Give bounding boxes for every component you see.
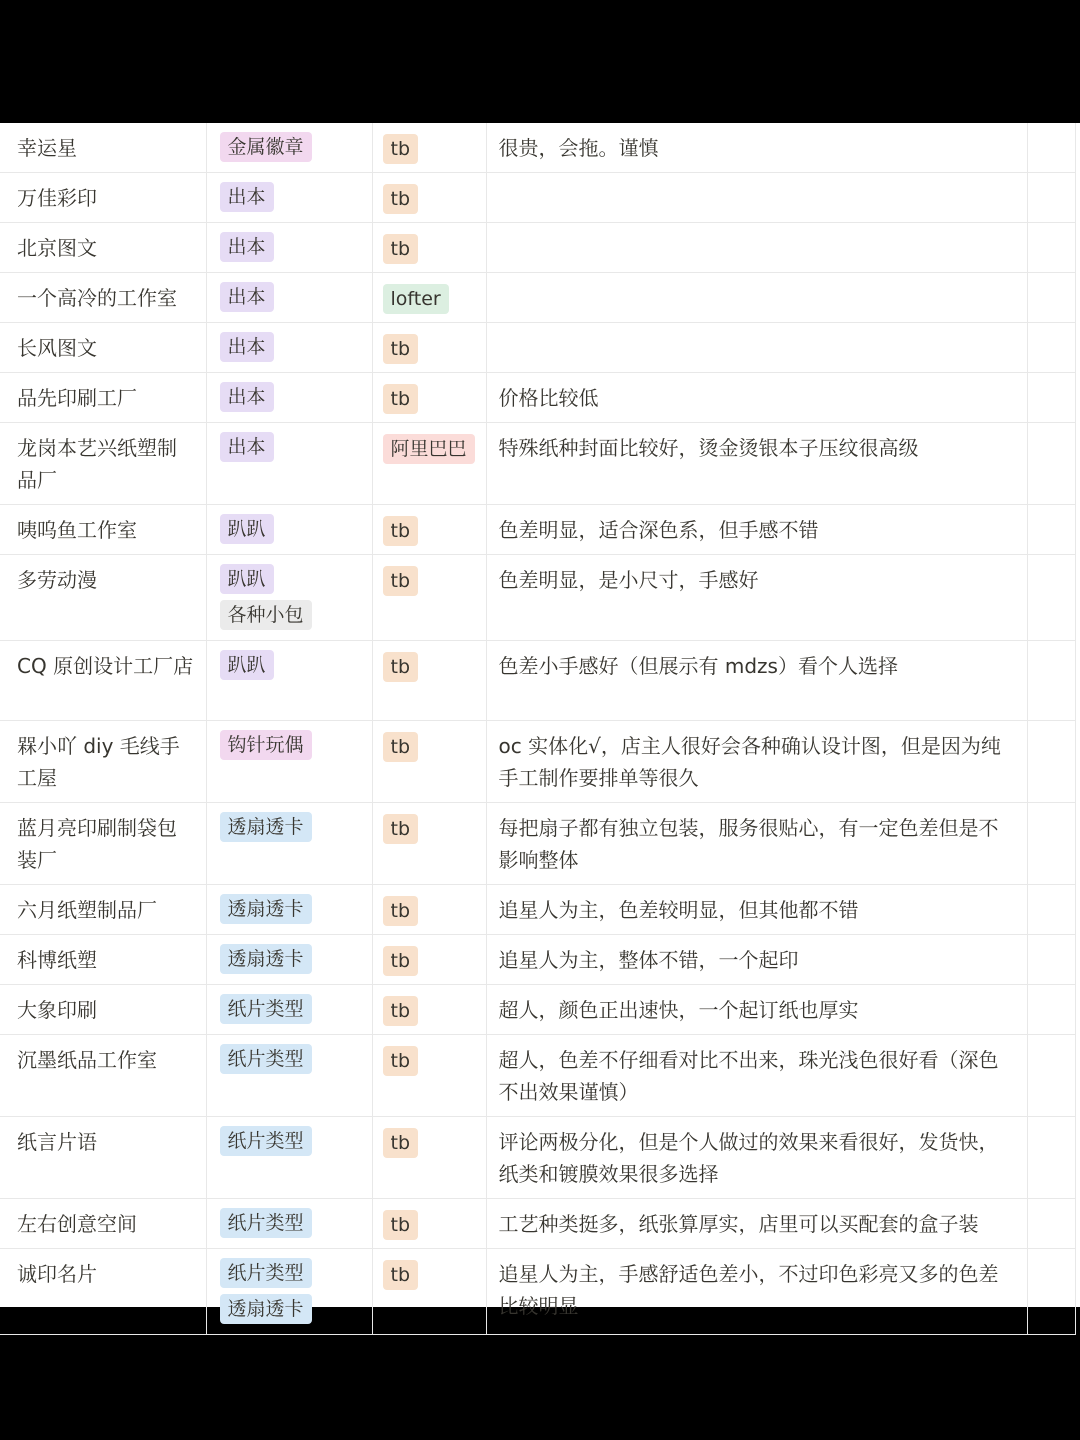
vendor-table	[0, 123, 1076, 1335]
channel-cell[interactable]	[372, 985, 486, 1035]
vendor-name-cell[interactable]	[0, 505, 206, 555]
product-type-cell[interactable]	[206, 985, 372, 1035]
product-type-cell[interactable]	[206, 1035, 372, 1117]
product-type-tag: 纸片类型	[220, 994, 312, 1024]
channel-cell[interactable]	[372, 803, 486, 885]
product-type-tag: 透扇透卡	[220, 894, 312, 924]
channel-cell[interactable]	[372, 555, 486, 641]
channel-tag: tb	[383, 1046, 419, 1076]
vendor-table-body	[0, 123, 1075, 1335]
empty-cell[interactable]	[1027, 373, 1075, 423]
note-cell[interactable]	[486, 273, 1027, 323]
vendor-name-cell[interactable]	[0, 373, 206, 423]
channel-tag: lofter	[383, 284, 449, 314]
table-row[interactable]	[0, 803, 1075, 885]
note-cell[interactable]	[486, 935, 1027, 985]
product-type-tag: 趴趴	[220, 514, 274, 544]
channel-cell[interactable]	[372, 935, 486, 985]
note-text: 色差小手感好（但展示有 mdzs）看个人选择	[498, 654, 898, 678]
table-row[interactable]	[0, 123, 1075, 173]
vendor-name-cell[interactable]	[0, 1199, 206, 1249]
vendor-name: 万佳彩印	[17, 186, 97, 210]
channel-tag: tb	[383, 1260, 419, 1290]
channel-cell[interactable]	[372, 1035, 486, 1117]
vendor-name-cell[interactable]	[0, 1249, 206, 1335]
empty-cell[interactable]	[1027, 935, 1075, 985]
note-cell[interactable]	[486, 1117, 1027, 1199]
vendor-name: 槑小吖 diy 毛线手工屋	[17, 734, 180, 790]
vendor-name-cell[interactable]	[0, 935, 206, 985]
note-text: 价格比较低	[498, 386, 599, 410]
product-type-cell[interactable]	[206, 323, 372, 373]
vendor-name: 北京图文	[17, 236, 97, 260]
vendor-name-cell[interactable]	[0, 123, 206, 173]
vendor-name: 诚印名片	[17, 1262, 97, 1286]
channel-tag: tb	[383, 946, 419, 976]
table-row[interactable]	[0, 721, 1075, 803]
vendor-table-sheet	[0, 123, 1080, 1320]
empty-cell[interactable]	[1027, 223, 1075, 273]
vendor-name-cell[interactable]	[0, 641, 206, 721]
vendor-name-cell[interactable]	[0, 423, 206, 505]
product-type-cell[interactable]	[206, 1249, 372, 1335]
table-row[interactable]	[0, 505, 1075, 555]
note-text: 特殊纸种封面比较好，烫金烫银本子压纹很高级	[498, 436, 919, 460]
channel-tag: tb	[383, 334, 419, 364]
vendor-name-cell[interactable]	[0, 721, 206, 803]
vendor-name-cell[interactable]	[0, 985, 206, 1035]
product-type-tag: 钩针玩偶	[220, 730, 312, 760]
vendor-name: 左右创意空间	[17, 1212, 137, 1236]
product-type-tag: 各种小包	[220, 600, 312, 630]
product-type-cell[interactable]	[206, 803, 372, 885]
vendor-name-cell[interactable]	[0, 223, 206, 273]
table-row[interactable]	[0, 555, 1075, 641]
empty-cell[interactable]	[1027, 985, 1075, 1035]
product-type-cell[interactable]	[206, 1117, 372, 1199]
note-text: 超人，颜色正出速快，一个起订纸也厚实	[498, 998, 859, 1022]
vendor-name-cell[interactable]	[0, 1035, 206, 1117]
product-type-cell[interactable]	[206, 505, 372, 555]
product-type-tag: 透扇透卡	[220, 1294, 312, 1324]
note-cell[interactable]	[486, 803, 1027, 885]
note-text: 追星人为主，手感舒适色差小，不过印色彩亮又多的色差比较明显	[498, 1262, 999, 1318]
table-row[interactable]	[0, 935, 1075, 985]
channel-cell[interactable]	[372, 505, 486, 555]
product-type-cell[interactable]	[206, 273, 372, 323]
note-text: 工艺种类挺多，纸张算厚实，店里可以买配套的盒子装	[498, 1212, 979, 1236]
table-row[interactable]	[0, 173, 1075, 223]
product-type-tag: 出本	[220, 332, 274, 362]
note-text: oc 实体化√，店主人很好会各种确认设计图，但是因为纯手工制作要排单等很久	[498, 734, 1001, 790]
channel-cell[interactable]	[372, 273, 486, 323]
channel-cell[interactable]	[372, 123, 486, 173]
channel-tag: tb	[383, 996, 419, 1026]
product-type-tag: 纸片类型	[220, 1258, 312, 1288]
note-text: 每把扇子都有独立包装，服务很贴心，有一定色差但是不影响整体	[498, 816, 999, 872]
product-type-tag: 透扇透卡	[220, 944, 312, 974]
empty-cell[interactable]	[1027, 173, 1075, 223]
empty-cell[interactable]	[1027, 1199, 1075, 1249]
product-type-cell[interactable]	[206, 423, 372, 505]
note-cell[interactable]	[486, 373, 1027, 423]
product-type-cell[interactable]	[206, 373, 372, 423]
vendor-name: 一个高冷的工作室	[17, 286, 177, 310]
channel-tag: tb	[383, 184, 419, 214]
product-type-cell[interactable]	[206, 641, 372, 721]
table-row[interactable]	[0, 223, 1075, 273]
channel-tag: 阿里巴巴	[383, 434, 475, 464]
note-cell[interactable]	[486, 323, 1027, 373]
channel-tag: tb	[383, 516, 419, 546]
product-type-tag: 出本	[220, 382, 274, 412]
vendor-name-cell[interactable]	[0, 173, 206, 223]
channel-tag: tb	[383, 652, 419, 682]
product-type-tag: 出本	[220, 432, 274, 462]
empty-cell[interactable]	[1027, 423, 1075, 505]
product-type-cell[interactable]	[206, 555, 372, 641]
vendor-name: 纸言片语	[17, 1130, 97, 1154]
vendor-name: 科博纸塑	[17, 948, 97, 972]
table-row[interactable]	[0, 273, 1075, 323]
product-type-tag: 纸片类型	[220, 1126, 312, 1156]
vendor-name: 多劳动漫	[17, 568, 97, 592]
table-row[interactable]	[0, 641, 1075, 721]
vendor-name: 六月纸塑制品厂	[17, 898, 157, 922]
product-type-cell[interactable]	[206, 173, 372, 223]
channel-cell[interactable]	[372, 885, 486, 935]
product-type-tag: 纸片类型	[220, 1044, 312, 1074]
product-type-tag: 出本	[220, 182, 274, 212]
table-row[interactable]	[0, 323, 1075, 373]
vendor-name: 蓝月亮印刷制袋包装厂	[17, 816, 177, 872]
channel-cell[interactable]	[372, 721, 486, 803]
table-row[interactable]	[0, 1035, 1075, 1117]
channel-tag: tb	[383, 1128, 419, 1158]
channel-tag: tb	[383, 134, 419, 164]
channel-cell[interactable]	[372, 1199, 486, 1249]
vendor-name: 长风图文	[17, 336, 97, 360]
empty-cell[interactable]	[1027, 505, 1075, 555]
channel-tag: tb	[383, 814, 419, 844]
note-cell[interactable]	[486, 123, 1027, 173]
channel-tag: tb	[383, 566, 419, 596]
note-cell[interactable]	[486, 423, 1027, 505]
vendor-name-cell[interactable]	[0, 1117, 206, 1199]
note-cell[interactable]	[486, 985, 1027, 1035]
channel-cell[interactable]	[372, 373, 486, 423]
vendor-name-cell[interactable]	[0, 803, 206, 885]
empty-cell[interactable]	[1027, 885, 1075, 935]
vendor-name: 沉墨纸品工作室	[17, 1048, 157, 1072]
empty-cell[interactable]	[1027, 555, 1075, 641]
empty-cell[interactable]	[1027, 803, 1075, 885]
product-type-tag: 出本	[220, 282, 274, 312]
note-cell[interactable]	[486, 885, 1027, 935]
empty-cell[interactable]	[1027, 721, 1075, 803]
vendor-name: 品先印刷工厂	[17, 386, 137, 410]
table-row[interactable]	[0, 885, 1075, 935]
product-type-cell[interactable]	[206, 885, 372, 935]
channel-cell[interactable]	[372, 223, 486, 273]
note-cell[interactable]	[486, 555, 1027, 641]
note-cell[interactable]	[486, 1035, 1027, 1117]
note-text: 很贵，会拖。谨慎	[498, 136, 659, 160]
vendor-name: 咦呜鱼工作室	[17, 518, 137, 542]
empty-cell[interactable]	[1027, 641, 1075, 721]
table-row[interactable]	[0, 1117, 1075, 1199]
note-cell[interactable]	[486, 223, 1027, 273]
product-type-tag: 出本	[220, 232, 274, 262]
channel-tag: tb	[383, 896, 419, 926]
channel-cell[interactable]	[372, 173, 486, 223]
note-text: 色差明显，是小尺寸，手感好	[498, 568, 759, 592]
product-type-cell[interactable]	[206, 223, 372, 273]
product-type-cell[interactable]	[206, 935, 372, 985]
channel-cell[interactable]	[372, 1249, 486, 1335]
channel-cell[interactable]	[372, 423, 486, 505]
product-type-tag: 金属徽章	[220, 132, 312, 162]
empty-cell[interactable]	[1027, 123, 1075, 173]
product-type-cell[interactable]	[206, 721, 372, 803]
vendor-name-cell[interactable]	[0, 273, 206, 323]
channel-cell[interactable]	[372, 641, 486, 721]
vendor-name: 龙岗本艺兴纸塑制品厂	[17, 436, 177, 492]
note-cell[interactable]	[486, 173, 1027, 223]
table-row[interactable]	[0, 373, 1075, 423]
vendor-name: 幸运星	[17, 136, 77, 160]
channel-cell[interactable]	[372, 323, 486, 373]
empty-cell[interactable]	[1027, 1035, 1075, 1117]
product-type-cell[interactable]	[206, 1199, 372, 1249]
note-text: 追星人为主，整体不错，一个起印	[498, 948, 799, 972]
note-cell[interactable]	[486, 1199, 1027, 1249]
vendor-name: CQ 原创设计工厂店	[17, 654, 194, 678]
note-text: 色差明显，适合深色系，但手感不错	[498, 518, 819, 542]
product-type-tag: 趴趴	[220, 564, 274, 594]
table-row[interactable]	[0, 1199, 1075, 1249]
vendor-name-cell[interactable]	[0, 555, 206, 641]
product-type-tag: 透扇透卡	[220, 812, 312, 842]
channel-tag: tb	[383, 732, 419, 762]
empty-cell[interactable]	[1027, 1249, 1075, 1335]
product-type-tag: 纸片类型	[220, 1208, 312, 1238]
channel-tag: tb	[383, 384, 419, 414]
note-cell[interactable]	[486, 1249, 1027, 1335]
note-cell[interactable]	[486, 641, 1027, 721]
empty-cell[interactable]	[1027, 1117, 1075, 1199]
vendor-name-cell[interactable]	[0, 323, 206, 373]
table-row[interactable]	[0, 985, 1075, 1035]
empty-cell[interactable]	[1027, 273, 1075, 323]
channel-cell[interactable]	[372, 1117, 486, 1199]
channel-tag: tb	[383, 1210, 419, 1240]
table-row[interactable]	[0, 423, 1075, 505]
empty-cell[interactable]	[1027, 323, 1075, 373]
product-type-cell[interactable]	[206, 123, 372, 173]
note-text: 超人，色差不仔细看对比不出来，珠光浅色很好看（深色不出效果谨慎）	[498, 1048, 999, 1104]
vendor-name-cell[interactable]	[0, 885, 206, 935]
channel-tag: tb	[383, 234, 419, 264]
product-type-tag: 趴趴	[220, 650, 274, 680]
vendor-name: 大象印刷	[17, 998, 97, 1022]
note-text: 追星人为主，色差较明显，但其他都不错	[498, 898, 859, 922]
note-text: 评论两极分化，但是个人做过的效果来看很好，发货快，纸类和镀膜效果很多选择	[498, 1130, 999, 1186]
note-cell[interactable]	[486, 721, 1027, 803]
table-row[interactable]	[0, 1249, 1075, 1335]
note-cell[interactable]	[486, 505, 1027, 555]
